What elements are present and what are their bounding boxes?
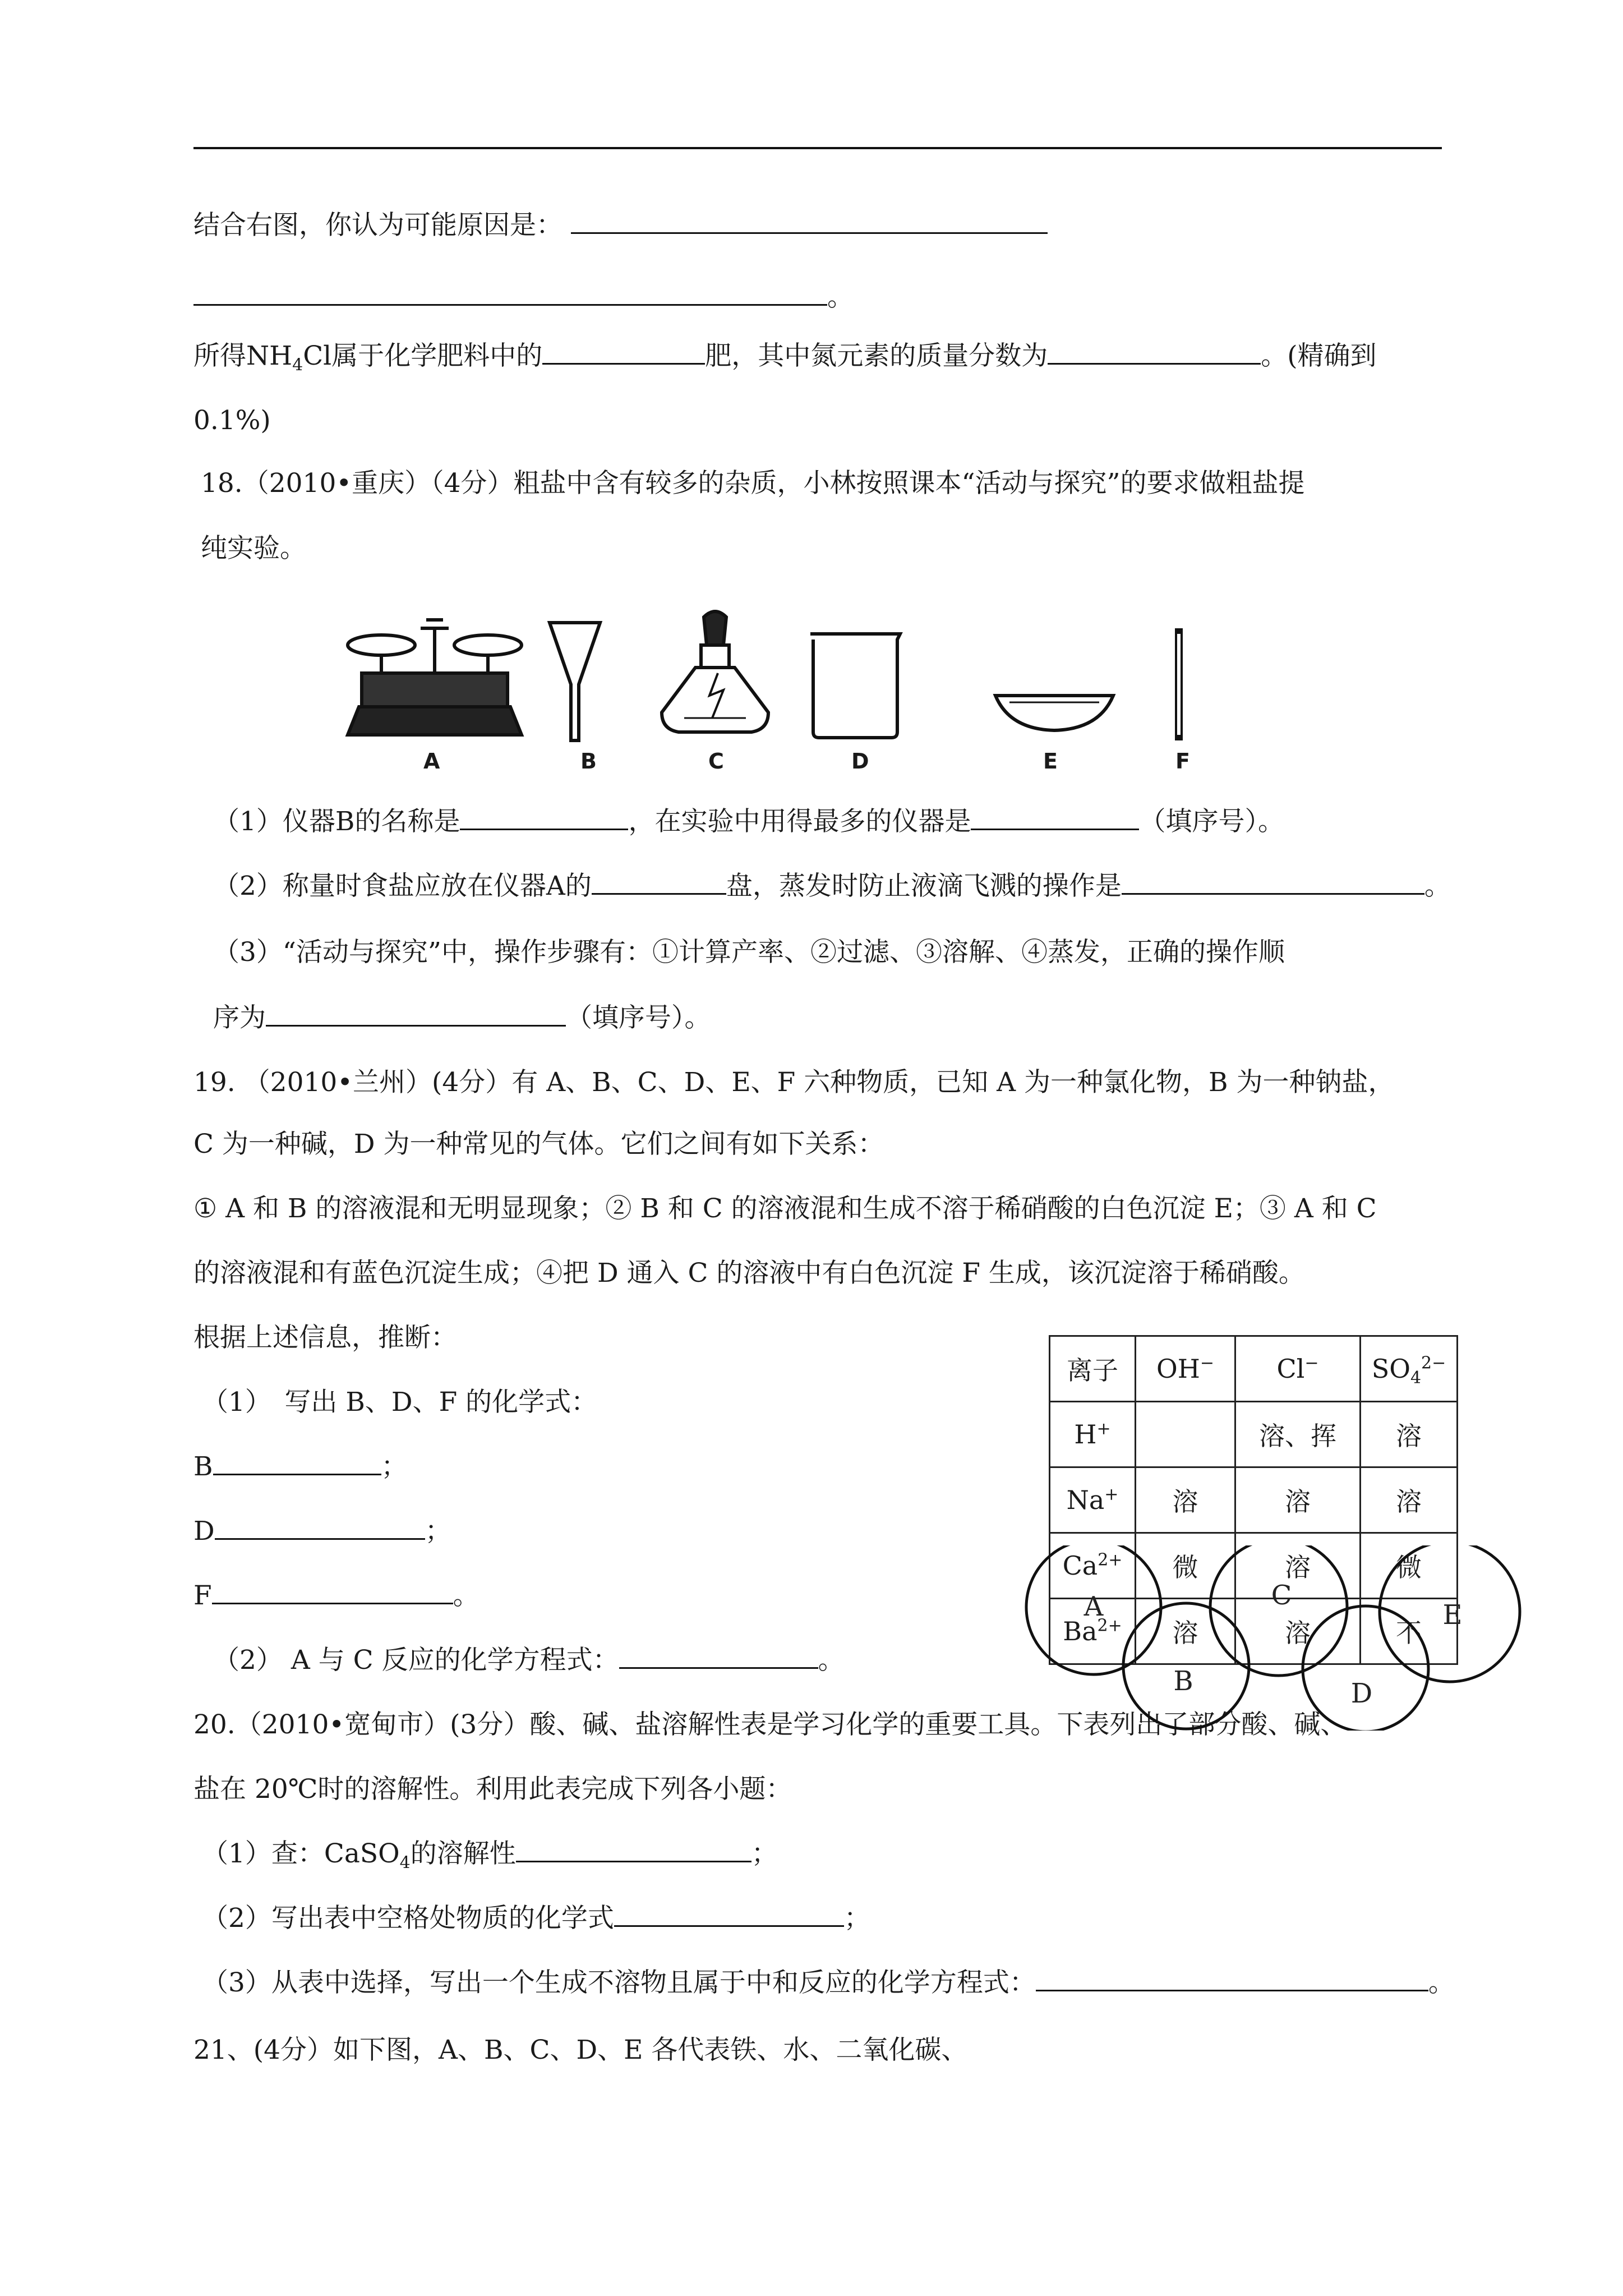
balance-pan-blank[interactable]	[592, 871, 726, 895]
q18-sub2-text-c: 。	[1424, 871, 1451, 901]
so4-superscript: 2−	[1421, 1353, 1446, 1373]
ring-label-b: B	[1173, 1665, 1193, 1697]
cell-na-cl: 溶	[1235, 1467, 1361, 1533]
q19-sub2	[213, 1644, 845, 1677]
q19-header: 19. （2010•兰州）(4分）有 A、B、C、D、E、F 六种物质，已知 A 为一种氯化物，B 为一种钠盐，	[193, 1067, 1395, 1098]
so4-subscript: 4	[1410, 1368, 1422, 1388]
q18-sub1-text-c: （填序号）。	[1139, 806, 1284, 837]
cause-prompt-line	[193, 209, 1048, 242]
cl-text: Cl	[1276, 1354, 1305, 1384]
header-rule	[193, 147, 1442, 149]
ring-label-d: D	[1350, 1678, 1373, 1709]
period-f: 。	[453, 1580, 479, 1611]
row-ion-na	[1050, 1467, 1136, 1533]
ring-label-a: A	[1083, 1591, 1104, 1622]
caso4-subscript: 4	[399, 1853, 411, 1873]
q20-sub3	[202, 1966, 1455, 2000]
apparatus-label-a: A	[423, 749, 440, 774]
q20-sub2-text-c: ；	[843, 1903, 870, 1934]
q19-line5: 根据上述信息，推断：	[193, 1322, 457, 1353]
q18-header-cont: 纯实验。	[201, 533, 306, 564]
cause-prompt-text: 结合右图，你认为可能原因是：	[193, 210, 562, 241]
q18-sub3-text-b: 序为	[213, 1002, 266, 1033]
q19-d-line	[193, 1515, 451, 1548]
nitrogen-fraction-blank[interactable]	[1048, 341, 1261, 365]
row-ion-h	[1050, 1402, 1136, 1467]
q20-sub2-text-a: （2）写出表中空格处物质的化学式	[202, 1903, 614, 1934]
cell-na-so4: 溶	[1361, 1467, 1458, 1533]
cause-answer-blank-2[interactable]	[193, 282, 827, 306]
q20-header: 20.（2010•宽甸市）(3分）酸、碱、盐溶解性表是学习化学的重要工具。下表列出了部分酸、碱、	[193, 1709, 1347, 1740]
balance-icon	[348, 620, 522, 735]
f-label: F	[193, 1580, 212, 1611]
apparatus-label-d: D	[851, 749, 869, 774]
q19-line3: ① A 和 B 的溶液混和无明显现象；② B 和 C 的溶液混和生成不溶于稀硝酸的白色沉淀 E；③ A 和 C	[193, 1193, 1377, 1224]
nh4cl-text-1: 所得NH	[193, 341, 293, 371]
semicolon-d: ；	[425, 1516, 451, 1547]
overlapping-rings-diagram	[1009, 1545, 1525, 1731]
table-header-row	[1050, 1336, 1458, 1402]
evaporating-dish-icon	[995, 696, 1113, 730]
cell-ba-so4: 不	[1361, 1599, 1458, 1664]
d-label: D	[193, 1516, 215, 1547]
instrument-b-name-blank[interactable]	[460, 806, 628, 830]
nh4cl-text-3: 肥，其中氮元素的质量分数为	[705, 341, 1048, 371]
oh-superscript: −	[1200, 1353, 1214, 1373]
nh4cl-line	[193, 339, 1377, 373]
cell-h-oh	[1136, 1402, 1235, 1467]
a-c-equation-blank[interactable]	[619, 1645, 818, 1669]
q18-sub2-text-a: （2）称量时食盐应放在仪器A的	[213, 871, 592, 901]
q20-sub1-text-c: ；	[751, 1838, 778, 1869]
q18-sub2-text-b: 盘，蒸发时防止液滴飞溅的操作是	[726, 871, 1122, 901]
apparatus-label-b: B	[580, 749, 597, 774]
q19-sub1: （1） 写出 B、D、F 的化学式：	[202, 1387, 598, 1418]
caso4-solubility-blank[interactable]	[516, 1838, 751, 1862]
ion-charge: 2+	[1098, 1550, 1123, 1570]
q20-sub1	[202, 1837, 778, 1871]
alcohol-lamp-icon	[662, 611, 768, 732]
cell-ca-cl: 溶	[1235, 1533, 1361, 1599]
q18-sub1-text-b: ，在实验中用得最多的仪器是	[628, 806, 971, 837]
so4-text: SO	[1371, 1354, 1410, 1384]
q18-header: 18.（2010•重庆）（4分）粗盐中含有较多的杂质，小林按照课本“活动与探究”的要求做粗盐提	[201, 468, 1305, 499]
blank-cell-formula-blank[interactable]	[614, 1903, 844, 1927]
apparatus-label-e: E	[1043, 749, 1058, 774]
q20-sub3-text-a: （3）从表中选择，写出一个生成不溶物且属于中和反应的化学方程式：	[202, 1967, 1036, 1998]
q20-sub2	[202, 1902, 870, 1935]
d-formula-blank[interactable]	[215, 1516, 425, 1540]
cell-ca-oh: 微	[1136, 1533, 1235, 1599]
apparatus-label-f: F	[1175, 749, 1190, 774]
q20-sub1-text-b: 的溶解性	[410, 1838, 516, 1869]
cell-ba-oh: 溶	[1136, 1599, 1235, 1664]
cell-ba-cl: 溶	[1235, 1599, 1361, 1664]
glass-rod-icon	[1175, 628, 1183, 740]
ion-charge: +	[1096, 1419, 1111, 1439]
q20-sub1-text-a: （1）查：CaSO	[202, 1838, 400, 1869]
table-header-corner: 离子	[1050, 1336, 1136, 1402]
ion-charge: 2+	[1097, 1616, 1122, 1636]
cell-ca-so4: 微	[1361, 1533, 1458, 1599]
most-used-instrument-blank[interactable]	[971, 806, 1139, 830]
q18-sub3-text-c: （填序号）。	[566, 1002, 711, 1033]
q18-sub3-cont	[213, 1001, 711, 1035]
fertilizer-type-blank[interactable]	[542, 341, 705, 365]
q21-header: 21、(4分）如下图，A、B、C、D、E 各代表铁、水、二氧化碳、	[193, 2035, 968, 2065]
operation-order-blank[interactable]	[266, 1002, 566, 1027]
cell-h-so4: 溶	[1361, 1402, 1458, 1467]
ion-text: H	[1074, 1419, 1097, 1450]
apparatus-figure	[336, 606, 1211, 752]
q19-line2: C 为一种碱，D 为一种常见的气体。它们之间有如下关系：	[193, 1129, 884, 1159]
q19-f-line	[193, 1579, 479, 1613]
b-formula-blank[interactable]	[213, 1451, 381, 1475]
cause-answer-blank[interactable]	[571, 210, 1048, 234]
b-label: B	[193, 1451, 213, 1482]
q19-b-line	[193, 1450, 408, 1484]
cell-na-oh: 溶	[1136, 1467, 1235, 1533]
table-row	[1050, 1467, 1458, 1533]
precision-line: 0.1%)	[193, 405, 271, 436]
table-header-oh	[1136, 1336, 1235, 1402]
beaker-icon	[810, 634, 900, 738]
funnel-icon	[550, 623, 600, 740]
table-row	[1050, 1402, 1458, 1467]
nh4cl-text-2: Cl属于化学肥料中的	[303, 341, 543, 371]
q20-line2: 盐在 20℃时的溶解性。利用此表完成下列各小题：	[193, 1774, 792, 1805]
ion-text: Ca	[1062, 1550, 1098, 1581]
q18-sub1-text-a: （1）仪器B的名称是	[213, 806, 460, 837]
cause-continuation-line	[193, 280, 854, 314]
apparatus-label-c: C	[708, 749, 724, 774]
q19-line4: 的溶液混和有蓝色沉淀生成；④把 D 通入 C 的溶液中有白色沉淀 F 生成，该沉淀溶于稀硝酸。	[193, 1258, 1305, 1289]
semicolon-b: ；	[381, 1451, 408, 1482]
q19-sub2-text-b: 。	[818, 1645, 845, 1676]
f-formula-blank[interactable]	[212, 1580, 453, 1604]
q18-sub1	[213, 805, 1284, 839]
table-header-so4	[1361, 1336, 1458, 1402]
oh-text: OH	[1156, 1354, 1200, 1384]
q18-sub2	[213, 869, 1451, 903]
ion-charge: +	[1104, 1484, 1119, 1504]
ion-text: Na	[1066, 1485, 1105, 1515]
q18-sub3: （3）“活动与探究”中，操作步骤有：①计算产率、②过滤、③溶解、④蒸发，正确的操作顺	[213, 937, 1285, 968]
period-text: 。	[827, 282, 854, 312]
ion-text: Ba	[1063, 1616, 1098, 1646]
cl-superscript: −	[1304, 1353, 1319, 1373]
nh4cl-subscript: 4	[292, 355, 303, 375]
nh4cl-text-4: 。(精确到	[1261, 341, 1377, 371]
ring-label-e: E	[1442, 1599, 1463, 1631]
q20-sub3-text-c: 。	[1428, 1967, 1455, 1998]
evaporation-operation-blank[interactable]	[1122, 871, 1424, 895]
cell-h-cl: 溶、挥	[1235, 1402, 1361, 1467]
table-header-cl	[1235, 1336, 1361, 1402]
neutralization-equation-blank[interactable]	[1036, 1967, 1428, 1991]
ring-label-c: C	[1271, 1580, 1292, 1611]
q19-sub2-text-a: （2） A 与 C 反应的化学方程式：	[213, 1645, 619, 1676]
